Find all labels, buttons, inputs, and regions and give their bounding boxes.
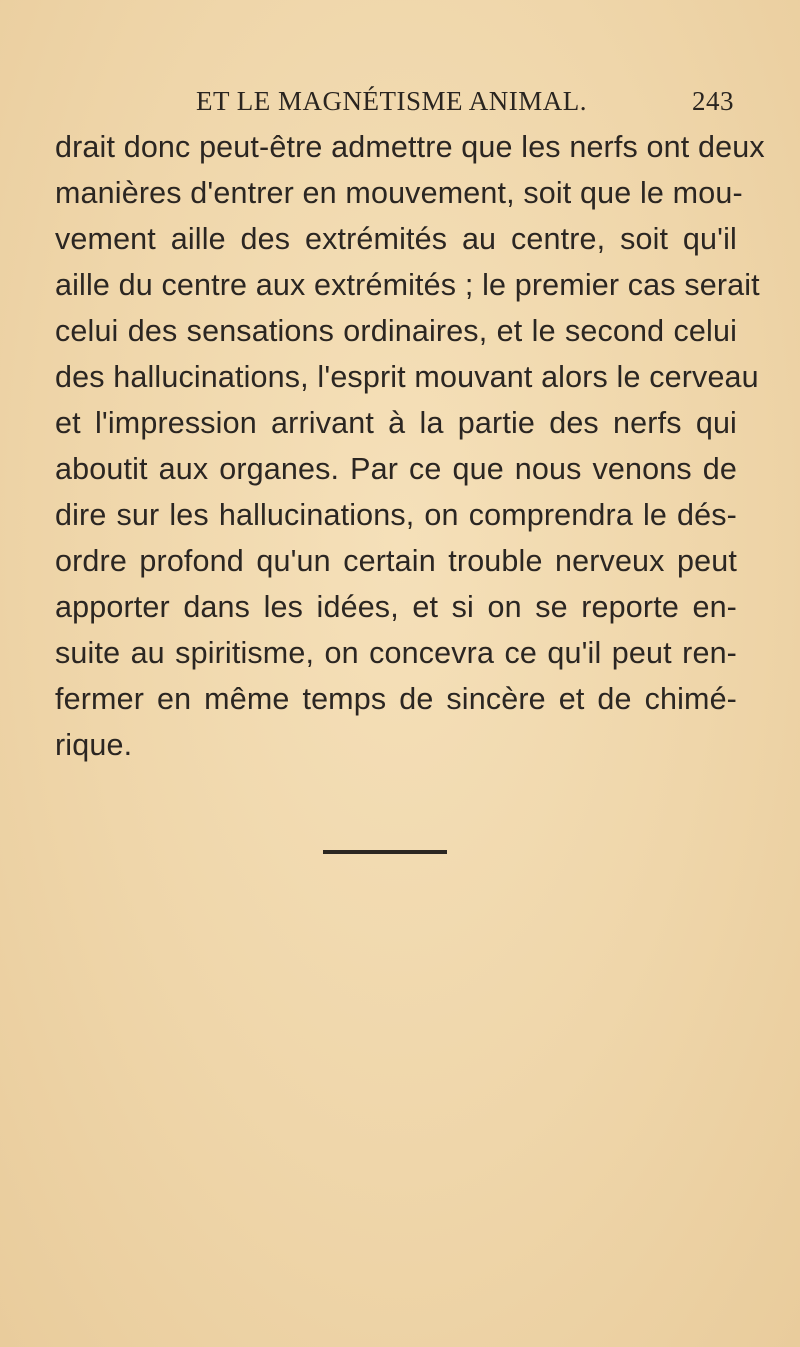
text-line: rique.: [55, 728, 133, 762]
text-line: apporter dans les idées, et si on se reporte en-: [55, 590, 737, 624]
running-head: [196, 86, 736, 120]
text-line: et l'impression arrivant à la partie des nerfs qui: [55, 406, 737, 440]
section-end-rule: [323, 850, 447, 854]
text-line: vement aille des extrémités au centre, soit qu'il: [55, 222, 737, 256]
running-head-title: ET LE MAGNÉTISME ANIMAL.: [196, 86, 587, 116]
text-line: celui des sensations ordinaires, et le second celui: [55, 314, 737, 348]
text-line: dire sur les hallucinations, on comprendra le dés-: [55, 498, 737, 532]
text-line: manières d'entrer en mouvement, soit que le mou-: [55, 176, 743, 210]
text-line: drait donc peut-être admettre que les nerfs ont deux: [55, 130, 765, 164]
text-line: des hallucinations, l'esprit mouvant alors le cerveau: [55, 360, 759, 394]
text-line: fermer en même temps de sincère et de chimé-: [55, 682, 737, 716]
paragraph: [55, 124, 765, 768]
text-line: ordre profond qu'un certain trouble nerveux peut: [55, 544, 737, 578]
page-number: 243: [692, 86, 734, 116]
text-line: aboutit aux organes. Par ce que nous venons de: [55, 452, 737, 486]
text-line: aille du centre aux extrémités ; le premier cas serait: [55, 268, 760, 302]
text-line: suite au spiritisme, on concevra ce qu'il peut ren-: [55, 636, 737, 670]
